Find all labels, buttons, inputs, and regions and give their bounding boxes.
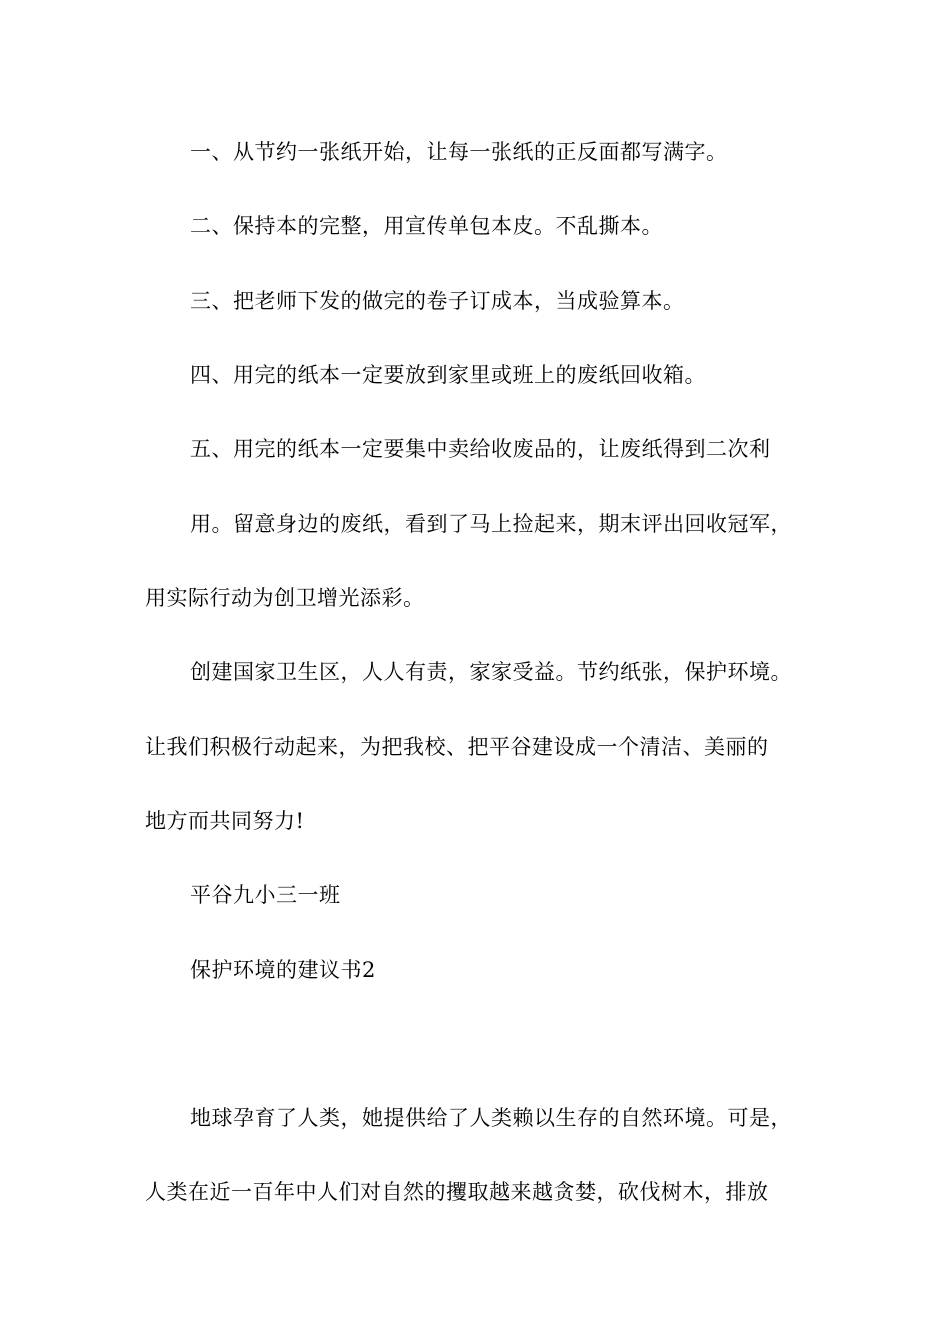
- paragraph-line-6: 用。留意身边的废纸，看到了马上捡起来，期末评出回收冠军，: [190, 512, 792, 536]
- paragraph-line-12: 人类在近一百年中人们对自然的攫取越来越贪婪，砍伐树木，排放: [145, 1180, 769, 1204]
- paragraph-line-9: 让我们积极行动起来，为把我校、把平谷建设成一个清洁、美丽的: [145, 735, 769, 759]
- paragraph-line-7: 用实际行动为创卫增光添彩。: [145, 586, 425, 610]
- paragraph-line-2: 二、保持本的完整，用宣传单包本皮。不乱撕本。: [190, 214, 663, 238]
- paragraph-line-5: 五、用完的纸本一定要集中卖给收废品的，让废纸得到二次利: [190, 437, 771, 461]
- paragraph-line-3: 三、把老师下发的做完的卷子订成本，当成验算本。: [190, 289, 685, 313]
- paragraph-line-4: 四、用完的纸本一定要放到家里或班上的废纸回收箱。: [190, 363, 706, 387]
- signature-line: 平谷九小三一班: [190, 883, 341, 907]
- paragraph-line-1: 一、从节约一张纸开始，让每一张纸的正反面都写满字。: [190, 140, 728, 164]
- section-title: 保护环境的建议书2: [190, 958, 376, 982]
- paragraph-line-11: 地球孕育了人类，她提供给了人类赖以生存的自然环境。可是，: [190, 1106, 792, 1130]
- paragraph-line-8: 创建国家卫生区，人人有责，家家受益。节约纸张，保护环境。: [190, 660, 792, 684]
- paragraph-line-10: 地方而共同努力!: [145, 809, 305, 833]
